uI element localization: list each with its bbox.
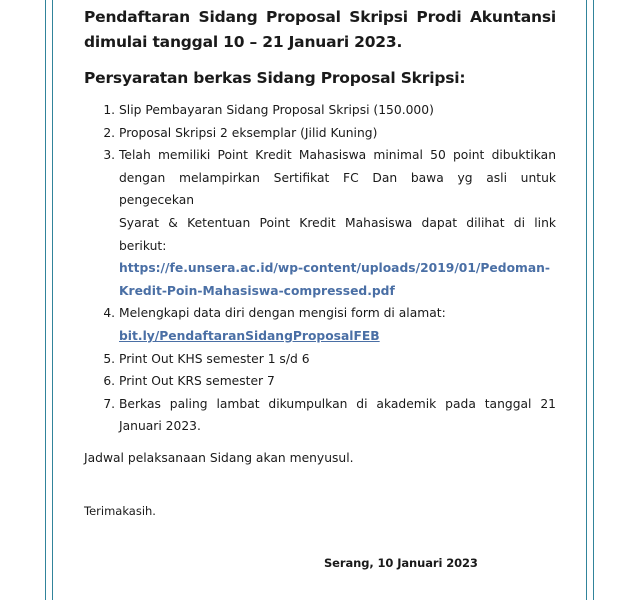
page-border-right-outer [593,0,594,600]
page-border-left-inner [52,0,53,600]
page-border-right-inner [586,0,587,600]
list-item: 7. Berkas paling lambat dikumpulkan di akademik pada tanggal 21 Januari 2023. [119,393,556,438]
closing-text: Terimakasih. [84,503,156,518]
list-item: 2. Proposal Skripsi 2 eksemplar (Jilid Kuning) [119,122,556,145]
list-item: 3. Telah memiliki Point Kredit Mahasiswa minimal 50 point dibuktikan dengan melampirkan Sertifikat FC Dan bawa yg asli untuk pengecekan Syarat & Ketentuan Point Kredit Mahasiswa dapat dilihat di link berikut: https://fe.unsera.ac.id/wp-content/uploads/2019/01/Pedoman- Kredit-Poin-Mahasiswa-compressed.pdf [119,144,556,302]
pedoman-link[interactable]: https://fe.unsera.ac.id/wp-content/uploads/2019/01/Pedoman- Kredit-Poin-Mahasiswa-compressed.pdf [119,261,550,298]
list-item: 5. Print Out KHS semester 1 s/d 6 [119,348,556,371]
list-item: 4. Melengkapi data diri dengan mengisi form di alamat: bit.ly/PendaftaranSidangProposalFEB [119,302,556,347]
requirements-heading: Persyaratan berkas Sidang Proposal Skripsi: [84,69,466,87]
list-item: 1. Slip Pembayaran Sidang Proposal Skripsi (150.000) [119,99,556,122]
requirements-list [84,99,556,438]
announcement-title [84,5,556,55]
list-item: 6. Print Out KRS semester 7 [119,370,556,393]
schedule-note: Jadwal pelaksanaan Sidang akan menyusul. [84,450,354,465]
title-line-1: Pendaftaran Sidang Proposal Skripsi Prodi Akuntansi [84,8,556,26]
title-line-2: dimulai tanggal 10 – 21 Januari 2023. [84,33,403,51]
signature-date: Serang, 10 Januari 2023 [324,556,478,570]
page-border-left-outer [45,0,46,600]
document-body [84,0,556,521]
registration-form-link[interactable]: bit.ly/PendaftaranSidangProposalFEB [119,328,380,343]
